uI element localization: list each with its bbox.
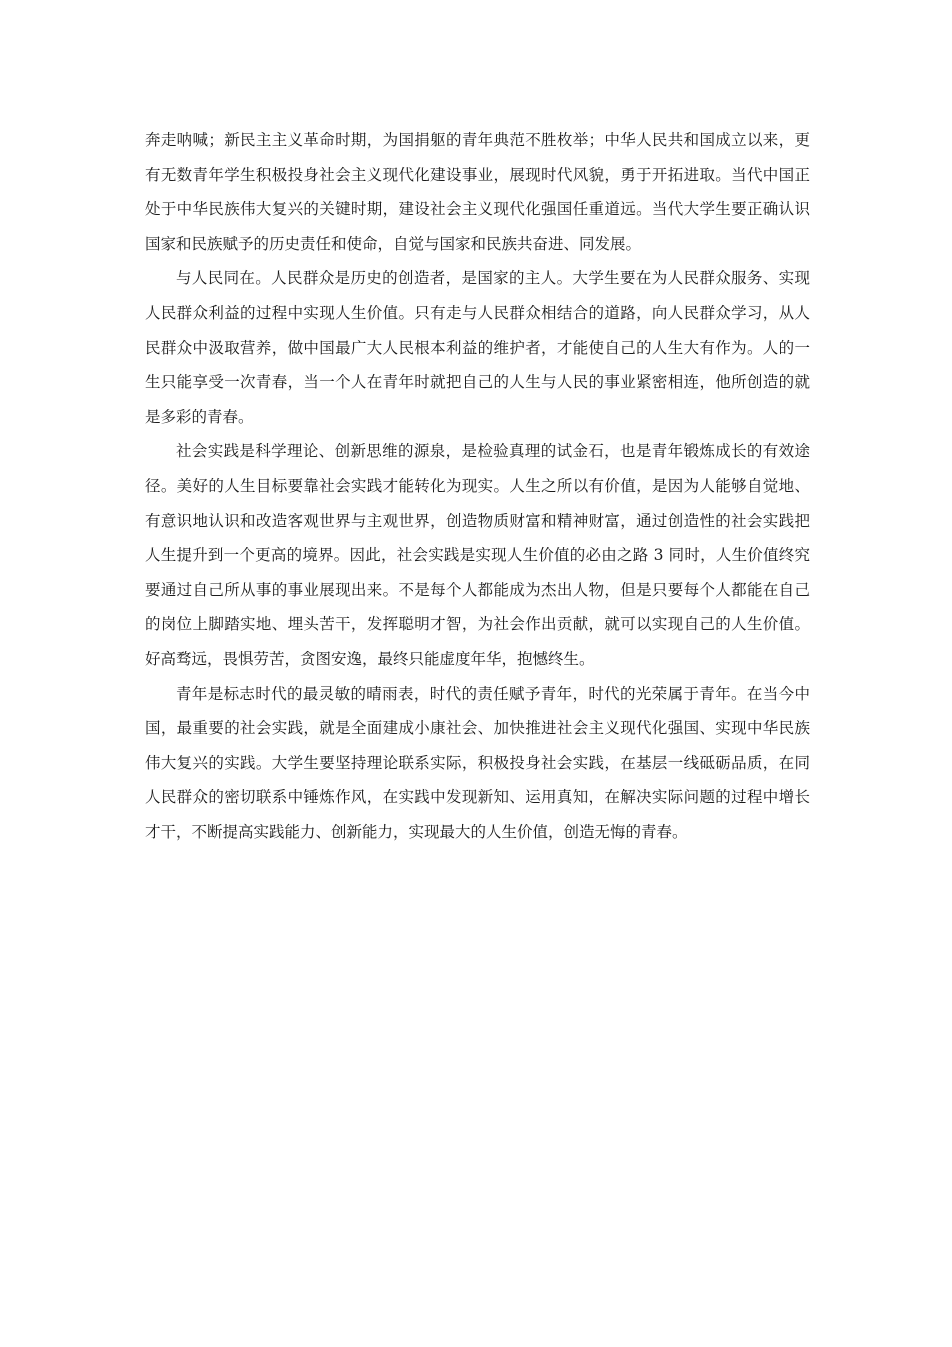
- paragraph-social-practice: 社会实践是科学理论、创新思维的源泉，是检验真理的试金石，也是青年锻炼成长的有效途径。美好的人生目标要靠社会实践才能转化为现实。人生之所以有价值，是因为人能够自觉地、有意识地认识和改造客观世界与主观世界，创造物质财富和精神财富，通过创造性的社会实践把人生提升到一个更高的境界。因此，社会实践是实现人生价值的必由之路 3 同时，人生价值终究要通过自己所从事的事业展现出来。不是每个人都能成为杰出人物，但是只要每个人都能在自己的岗位上脚踏实地、埋头苦干，发挥聪明才智，为社会作出贡献，就可以实现自己的人生价值。好高骛远，畏惧劳苦，贪图安逸，最终只能虚度年华，抱憾终生。: [145, 442, 810, 668]
- paragraph-continuation: 奔走呐喊；新民主主义革命时期，为国捐躯的青年典范不胜枚举；中华人民共和国成立以来，更有无数青年学生积极投身社会主义现代化建设事业，展现时代风貌，勇于开拓进取。当代中国正处于中华民族伟大复兴的关键时期，建设社会主义现代化强国任重道远。当代大学生要正确认识国家和民族赋予的历史责任和使命，自觉与国家和民族共奋进、同发展。: [145, 131, 810, 253]
- paragraph-with-the-people: 与人民同在。人民群众是历史的创造者，是国家的主人。大学生要在为人民群众服务、实现人民群众利益的过程中实现人生价值。只有走与人民群众相结合的道路，向人民群众学习，从人民群众中汲取营养，做中国最广大人民根本利益的维护者，才能使自己的人生大有作为。人的一生只能享受一次青春，当一个人在青年时就把自己的人生与人民的事业紧密相连，他所创造的就是多彩的青春。: [145, 269, 810, 426]
- document-body: [145, 123, 810, 849]
- paragraph-youth-era: 青年是标志时代的最灵敏的晴雨表，时代的责任赋予青年，时代的光荣属于青年。在当今中国，最重要的社会实践，就是全面建成小康社会、加快推进社会主义现代化强国、实现中华民族伟大复兴的实践。大学生要坚持理论联系实际，积极投身社会实践，在基层一线砥砺品质，在同人民群众的密切联系中锤炼作风，在实践中发现新知、运用真知，在解决实际问题的过程中增长才干，不断提高实践能力、创新能力，实现最大的人生价值，创造无悔的青春。: [145, 684, 810, 841]
